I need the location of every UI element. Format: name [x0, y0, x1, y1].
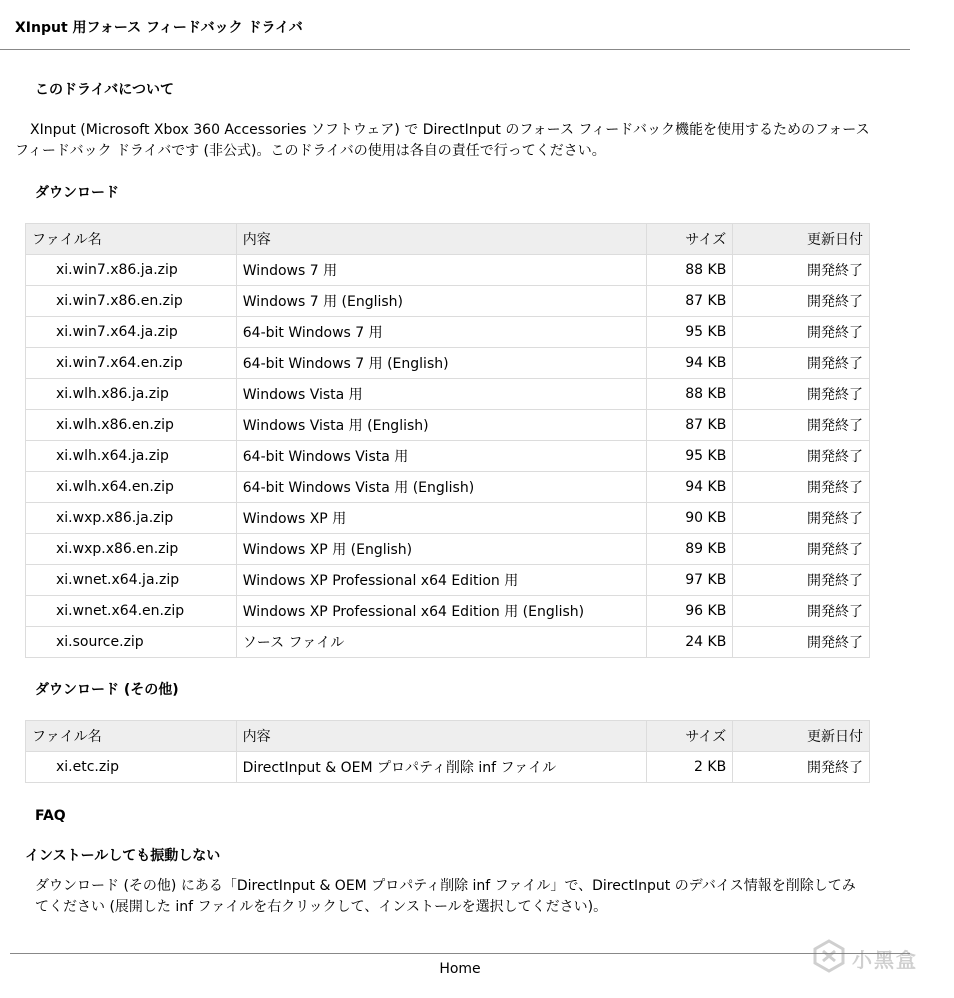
file-description: 64-bit Windows 7 用 (English)	[236, 348, 647, 379]
faq-answer-line2: てください (展開した inf ファイルを右クリックして、インストールを選択してください)。	[35, 899, 608, 915]
file-description: ソース ファイル	[236, 627, 647, 658]
column-header-date: 更新日付	[733, 721, 870, 752]
file-description: Windows Vista 用	[236, 379, 647, 410]
table-row	[26, 379, 870, 410]
file-description: Windows 7 用 (English)	[236, 286, 647, 317]
table-row	[26, 627, 870, 658]
file-size: 24 KB	[647, 627, 733, 658]
watermark-text: 小黑盒	[852, 948, 918, 972]
table-header-row	[26, 224, 870, 255]
file-name-link[interactable]: xi.win7.x86.en.zip	[26, 286, 237, 317]
table-header-row	[26, 721, 870, 752]
column-header-description: 内容	[236, 224, 647, 255]
file-size: 90 KB	[647, 503, 733, 534]
faq-heading: FAQ	[35, 808, 66, 824]
page-header	[0, 0, 910, 50]
file-name-link[interactable]: xi.wxp.x86.ja.zip	[26, 503, 237, 534]
file-size: 96 KB	[647, 596, 733, 627]
column-header-filename: ファイル名	[26, 224, 237, 255]
footer-divider	[10, 953, 910, 954]
file-size: 88 KB	[647, 255, 733, 286]
other-downloads-table	[25, 720, 870, 783]
update-date: 開発終了	[733, 565, 870, 596]
table-row	[26, 410, 870, 441]
file-name-link[interactable]: xi.wxp.x86.en.zip	[26, 534, 237, 565]
file-description: Windows 7 用	[236, 255, 647, 286]
file-description: 64-bit Windows Vista 用 (English)	[236, 472, 647, 503]
file-description: 64-bit Windows Vista 用	[236, 441, 647, 472]
update-date: 開発終了	[733, 472, 870, 503]
page-title: XInput 用フォース フィードバック ドライバ	[15, 20, 303, 36]
file-description: Windows XP Professional x64 Edition 用	[236, 565, 647, 596]
file-name-link[interactable]: xi.wlh.x64.ja.zip	[26, 441, 237, 472]
file-size: 95 KB	[647, 441, 733, 472]
update-date: 開発終了	[733, 410, 870, 441]
downloads-heading: ダウンロード	[35, 185, 119, 201]
file-description: Windows XP Professional x64 Edition 用 (English)	[236, 596, 647, 627]
update-date: 開発終了	[733, 317, 870, 348]
table-row	[26, 503, 870, 534]
table-row	[26, 286, 870, 317]
table-row	[26, 348, 870, 379]
file-name-link[interactable]: xi.wnet.x64.ja.zip	[26, 565, 237, 596]
update-date: 開発終了	[733, 627, 870, 658]
update-date: 開発終了	[733, 441, 870, 472]
file-description: 64-bit Windows 7 用	[236, 317, 647, 348]
table-row	[26, 441, 870, 472]
file-description: DirectInput & OEM プロパティ削除 inf ファイル	[236, 752, 647, 783]
update-date: 開発終了	[733, 286, 870, 317]
table-row	[26, 317, 870, 348]
about-text-line2: フィードバック ドライバです (非公式)。このドライバの使用は各自の責任で行ってください。	[15, 143, 606, 159]
table-row	[26, 596, 870, 627]
about-text-line1: XInput (Microsoft Xbox 360 Accessories ソフトウェア) で DirectInput のフォース フィードバック機能を使用するためのフォース	[30, 122, 870, 138]
update-date: 開発終了	[733, 348, 870, 379]
home-link[interactable]: Home	[439, 961, 481, 977]
update-date: 開発終了	[733, 255, 870, 286]
table-row	[26, 534, 870, 565]
file-description: Windows Vista 用 (English)	[236, 410, 647, 441]
table-row	[26, 255, 870, 286]
file-description: Windows XP 用 (English)	[236, 534, 647, 565]
file-name-link[interactable]: xi.source.zip	[26, 627, 237, 658]
column-header-size: サイズ	[647, 224, 733, 255]
update-date: 開発終了	[733, 752, 870, 783]
xiaoheihe-logo-icon	[812, 939, 846, 973]
table-row	[26, 752, 870, 783]
file-size: 94 KB	[647, 348, 733, 379]
faq-answer-line1: ダウンロード (その他) にある「DirectInput & OEM プロパティ削除 inf ファイル」で、DirectInput のデバイス情報を削除してみ	[35, 878, 856, 894]
update-date: 開発終了	[733, 596, 870, 627]
column-header-size: サイズ	[647, 721, 733, 752]
file-name-link[interactable]: xi.win7.x64.en.zip	[26, 348, 237, 379]
about-heading: このドライバについて	[35, 82, 175, 98]
watermark	[812, 936, 932, 976]
table-row	[26, 565, 870, 596]
file-name-link[interactable]: xi.wlh.x86.en.zip	[26, 410, 237, 441]
column-header-filename: ファイル名	[26, 721, 237, 752]
file-name-link[interactable]: xi.wnet.x64.en.zip	[26, 596, 237, 627]
file-name-link[interactable]: xi.wlh.x86.ja.zip	[26, 379, 237, 410]
file-name-link[interactable]: xi.etc.zip	[26, 752, 237, 783]
file-size: 87 KB	[647, 286, 733, 317]
update-date: 開発終了	[733, 534, 870, 565]
column-header-description: 内容	[236, 721, 647, 752]
file-name-link[interactable]: xi.wlh.x64.en.zip	[26, 472, 237, 503]
table-row	[26, 472, 870, 503]
file-size: 97 KB	[647, 565, 733, 596]
faq-question: インストールしても振動しない	[25, 848, 221, 864]
other-downloads-heading: ダウンロード (その他)	[35, 682, 179, 698]
file-size: 94 KB	[647, 472, 733, 503]
file-size: 2 KB	[647, 752, 733, 783]
file-size: 89 KB	[647, 534, 733, 565]
file-size: 88 KB	[647, 379, 733, 410]
update-date: 開発終了	[733, 379, 870, 410]
column-header-date: 更新日付	[733, 224, 870, 255]
downloads-table	[25, 223, 870, 658]
file-description: Windows XP 用	[236, 503, 647, 534]
file-name-link[interactable]: xi.win7.x64.ja.zip	[26, 317, 237, 348]
update-date: 開発終了	[733, 503, 870, 534]
file-size: 95 KB	[647, 317, 733, 348]
file-name-link[interactable]: xi.win7.x86.ja.zip	[26, 255, 237, 286]
file-size: 87 KB	[647, 410, 733, 441]
